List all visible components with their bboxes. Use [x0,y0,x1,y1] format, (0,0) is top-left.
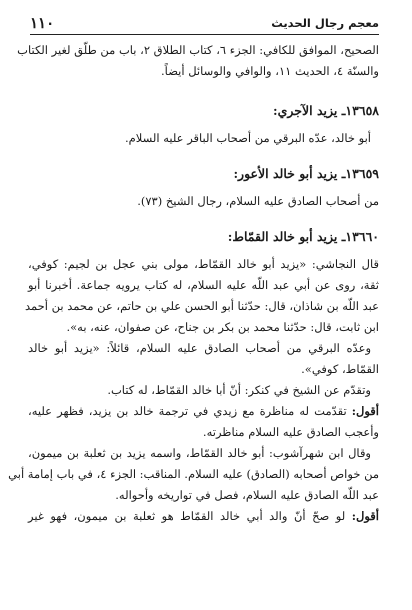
line-text: لو صحّ أنّ والد أبي خالد القمّاط هو ثعلبة بن ميمون، فهو غير [28,509,352,523]
entry-heading: ١٣٦٥٨ـ يزيد الآجري: [273,103,379,118]
running-title: معجم رجال الحديث [271,16,379,30]
text-line [28,380,379,401]
text-line: والسنّة ٤، الحديث ١١، والوافي والوسائل أيضاً. [161,64,379,78]
line-text: وأعجب الصادق عليه السلام مناظرته. [202,425,379,439]
intro-paragraph [17,40,379,82]
text-line [28,485,379,506]
text-line [8,464,379,485]
text-line [28,443,379,464]
line-text: عبد اللّه بن شاذان، قال: حدّثنا أبو الحسن علي بن حاتم، عن محمد بن أحمد [24,299,379,313]
text-line: من أصحاب الصادق عليه السلام، رجال الشيخ (٧٣). [137,194,379,208]
entry-13659 [28,163,379,212]
page-header [30,10,379,32]
text-line: الصحيح، الموافق للكافي: الجزء ٦، كتاب الطلاق ٢، باب من طلّق لغير الكتاب [17,43,379,57]
text-line [28,275,379,296]
entry-heading: ١٣٦٦٠ـ يزيد أبو خالد القمّاط: [227,229,379,244]
page-body [8,40,379,527]
line-text: وقال ابن شهرآشوب: أبو خالد القمّاط، واسمه يزيد بن ثعلبة بن ميمون، [28,446,371,460]
line-text: وتقدّم عن الشيخ في كنكر: أنّ أبا خالد القمّاط، له كتاب. [107,383,371,397]
entry-heading: ١٣٦٥٩ـ يزيد أبو خالد الأعور: [233,166,379,181]
aqul-label: أقول: [351,509,379,523]
text-line [28,422,379,443]
line-text: ابن ثابت، قال: حدّثنا محمد بن بكر بن جناح، عن صفوان، عنه، به». [66,320,379,334]
text-line [28,338,379,359]
text-line [28,506,379,527]
text-line [28,254,379,275]
line-text: عبد اللّه الصادق عليه السلام، فصل في تواريخه وأحواله. [115,488,379,502]
text-line [28,317,379,338]
text-line [24,296,379,317]
header-rule [30,34,379,35]
line-text: من خواص أصحابه (الصادق) عليه السلام. المناقب: الجزء ٤، في باب إمامة أبي [8,467,379,481]
text-line: أبو خالد، عدّه البرقي من أصحاب الباقر عليه السلام. [124,131,371,145]
line-text: تقدّمت له مناظرة مع زيدي في ترجمة خالد بن يزيد، فظهر عليه، [28,404,352,418]
page-number: ١١٠ [30,14,55,32]
entry-body [8,254,379,527]
line-text: ثقة، روى عن أبي عبد اللّه عليه السلام، له كتاب يرويه جماعة. أخبرنا أبو [28,278,379,292]
text-line [28,401,379,422]
entry-13658 [28,100,379,149]
aqul-label: أقول: [351,404,379,418]
line-text: قال النجاشي: «يزيد أبو خالد القمّاط، مولى بني عجل بن لجيم: كوفي، [28,257,379,271]
line-text: وعدّه البرقي من أصحاب الصادق عليه السلام، قائلاً: «يزيد أبو خالد [28,341,371,355]
line-text: القمّاط، كوفي». [301,362,379,376]
entry-13660 [8,226,379,527]
text-line [28,359,379,380]
